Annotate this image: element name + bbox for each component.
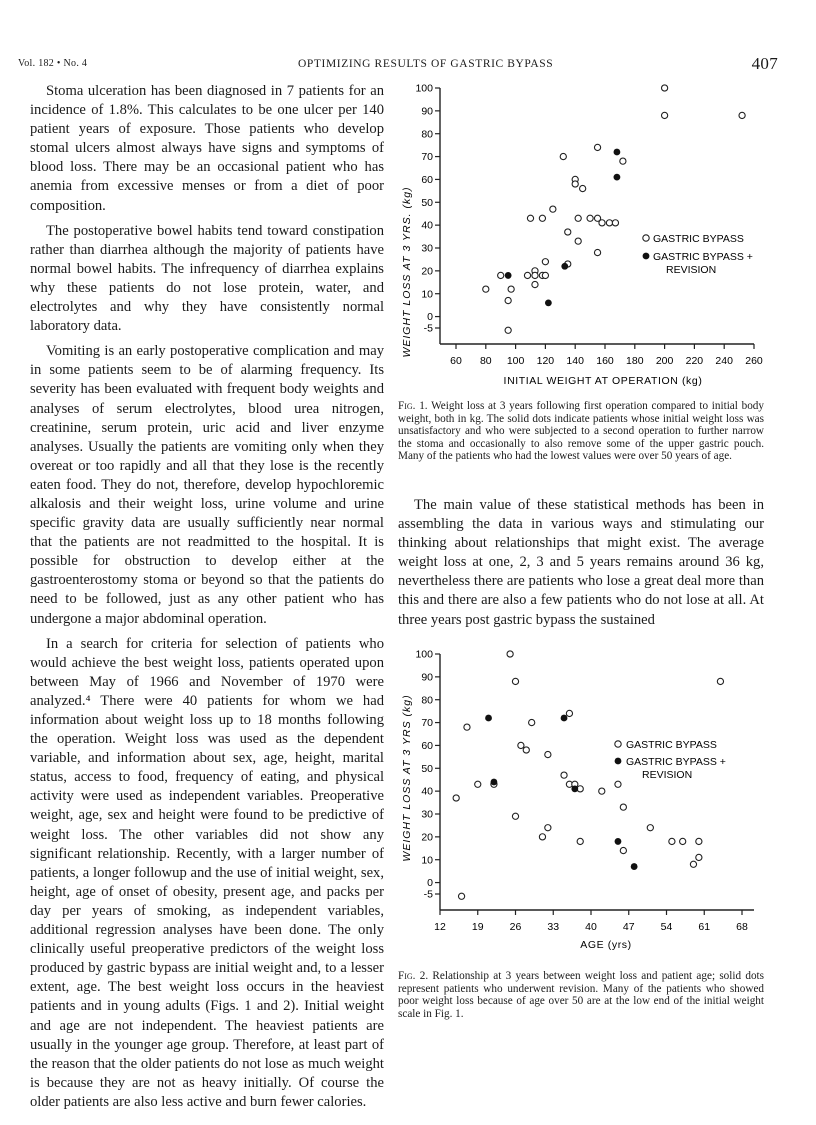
revision-data-point bbox=[561, 263, 568, 270]
y-tick-label: 70 bbox=[421, 151, 433, 164]
bypass-data-point bbox=[545, 751, 551, 757]
bypass-data-point bbox=[542, 272, 548, 278]
bypass-data-point bbox=[599, 788, 605, 794]
legend-open-marker bbox=[643, 235, 649, 241]
revision-data-point bbox=[614, 149, 621, 156]
y-tick-label: 0 bbox=[427, 311, 433, 324]
y-tick-label: 60 bbox=[421, 174, 433, 187]
x-tick-label: 200 bbox=[655, 355, 674, 367]
revision-data-point bbox=[505, 272, 512, 279]
bypass-data-point bbox=[662, 85, 668, 91]
bypass-data-point bbox=[475, 781, 481, 787]
x-tick-label: 120 bbox=[536, 355, 555, 367]
bypass-data-point bbox=[512, 678, 518, 684]
bypass-data-point bbox=[690, 861, 696, 867]
y-tick-label: 90 bbox=[421, 105, 433, 118]
page-number: 407 bbox=[751, 54, 778, 73]
y-tick-label: 50 bbox=[421, 762, 433, 775]
revision-data-point bbox=[631, 863, 638, 870]
legend-label-revision-line1: GASTRIC BYPASS + bbox=[653, 251, 753, 263]
y-tick-label: 100 bbox=[415, 82, 433, 95]
x-tick-label: 80 bbox=[479, 355, 492, 367]
bypass-data-point bbox=[458, 893, 464, 899]
legend-label-bypass: GASTRIC BYPASS bbox=[626, 739, 717, 751]
y-axis-label: WEIGHT LOSS AT 3 YRS (kg) bbox=[401, 694, 413, 862]
bypass-data-point bbox=[512, 813, 518, 819]
revision-data-point bbox=[614, 174, 621, 181]
bypass-data-point bbox=[615, 781, 621, 787]
x-axis-label: AGE (yrs) bbox=[580, 939, 632, 951]
legend-label-revision-line2: REVISION bbox=[642, 769, 693, 781]
figure-1-caption bbox=[398, 400, 764, 463]
x-tick-label: 47 bbox=[622, 921, 635, 933]
bypass-data-point bbox=[612, 220, 618, 226]
bypass-data-point bbox=[532, 272, 538, 278]
y-tick-label: 30 bbox=[421, 242, 433, 255]
y-axis-label: WEIGHT LOSS AT 3 YRS. (kg) bbox=[401, 186, 413, 358]
bypass-data-point bbox=[527, 215, 533, 221]
x-tick-label: 19 bbox=[471, 921, 484, 933]
x-tick-label: 68 bbox=[736, 921, 748, 933]
figure-1 bbox=[398, 82, 768, 392]
paragraph-stoma-ulceration: Stoma ulceration has been diagnosed in 7 patients for an incidence of 1.8%. This calculates to be one ulcer per 140 patient years of exposure. Those patients who develop stomal ulcers almost always have signs and symptoms of blood loss. There may be an occasional patient who has anemia from excessive menses or from a diet of poor composition. bbox=[30, 83, 384, 214]
legend-label-revision-line1: GASTRIC BYPASS + bbox=[626, 756, 726, 768]
x-tick-label: 160 bbox=[596, 355, 614, 367]
y-tick-label: 100 bbox=[415, 648, 433, 661]
paragraph-selection-criteria: In a search for criteria for selection of patients who would achieve the best weight loss, patients operated upon between May of 1966 and November of 1970 were analyzed.⁴ There were 40 patients for whom we had information about weight loss up to 18 months following the operation. Weight loss was used as the dependent variable, and information about sex, age, height, marital status, access to food, frequency of eating, and physical activity were used as independent variables. Preoperative weight, age, sex and height were found to be predictive of weight loss. The other variables did not show any significant relationship. Recently, with a larger number of patients, a longer followup and the use of initial weight, sex, height, age of onset of obesity, present age, and packs per day per years of smoking, as independent variables, additional regression analyses have been done. The only clinically useful preoperative predictors of the weight loss produced by gastric bypass are initial weight and, to a lesser extent, age. The best weight loss occurs in the heaviest patients and in young adults (Figs. 1 and 2). Initial weight and age are not independent. The heaviest patients are usually in the younger age group. Therefore, at least part of the reason that the older patients do not lose as much weight is because they are not as heavy initially. Of course the older patients are also less active and burn fewer calories. bbox=[30, 635, 384, 1110]
bypass-data-point bbox=[606, 220, 612, 226]
y-tick-label: 80 bbox=[421, 128, 433, 141]
x-tick-label: 220 bbox=[685, 355, 704, 367]
y-tick-label: 20 bbox=[421, 265, 433, 278]
revision-data-point bbox=[615, 838, 622, 845]
bypass-data-point bbox=[620, 804, 626, 810]
bypass-data-point bbox=[594, 249, 600, 255]
bypass-data-point bbox=[542, 259, 548, 265]
bypass-data-point bbox=[464, 724, 470, 730]
bypass-data-point bbox=[507, 651, 513, 657]
bypass-data-point bbox=[599, 220, 605, 226]
y-tick-label: 30 bbox=[421, 808, 433, 821]
bypass-data-point bbox=[575, 215, 581, 221]
x-tick-label: 33 bbox=[547, 921, 560, 933]
bypass-data-point bbox=[539, 834, 545, 840]
bypass-data-point bbox=[696, 854, 702, 860]
bypass-data-point bbox=[566, 710, 572, 716]
y-tick-label: -5 bbox=[423, 322, 433, 335]
bypass-data-point bbox=[498, 272, 504, 278]
figure-2-label: Fig. 2. bbox=[398, 970, 429, 982]
bypass-data-point bbox=[561, 772, 567, 778]
revision-data-point bbox=[545, 299, 552, 306]
running-title: OPTIMIZING RESULTS OF GASTRIC BYPASS bbox=[298, 58, 554, 70]
legend bbox=[615, 739, 726, 781]
paragraph-statistical-methods: The main value of these statistical methods has been in assembling the data in various ways and stimulating our thinking about relationships that might exist. The average weight loss at one, 2, 3 and 5 years remains around 36 kg, nevertheless there are patients who lose a great deal more than this and there are also a few patients who do not lose at all. At three years post gastric bypass the sustained bbox=[398, 497, 764, 628]
legend-filled-marker bbox=[643, 253, 650, 260]
bypass-data-point bbox=[518, 742, 524, 748]
bypass-data-point bbox=[669, 838, 675, 844]
legend-label-bypass: GASTRIC BYPASS bbox=[653, 233, 744, 245]
bypass-data-point bbox=[532, 281, 538, 287]
y-tick-label: 50 bbox=[421, 196, 433, 209]
revision-data-point bbox=[485, 715, 492, 722]
bypass-data-point bbox=[545, 825, 551, 831]
legend bbox=[643, 233, 753, 276]
x-tick-label: 180 bbox=[626, 355, 644, 367]
x-axis-label: INITIAL WEIGHT AT OPERATION (kg) bbox=[503, 375, 703, 387]
bypass-data-point bbox=[647, 825, 653, 831]
bypass-data-point bbox=[508, 286, 514, 292]
y-tick-label: 70 bbox=[421, 717, 433, 730]
x-tick-label: 100 bbox=[506, 355, 525, 367]
bypass-data-point bbox=[594, 144, 600, 150]
revision-data-point bbox=[491, 779, 498, 786]
x-tick-label: 40 bbox=[585, 921, 597, 933]
right-column-text bbox=[398, 496, 764, 630]
x-tick-label: 240 bbox=[715, 355, 733, 367]
y-tick-label: 90 bbox=[421, 671, 433, 684]
legend-filled-marker bbox=[615, 758, 622, 765]
figure-1-label: Fig. 1. bbox=[398, 400, 428, 412]
bypass-data-point bbox=[696, 838, 702, 844]
bypass-data-point bbox=[680, 838, 686, 844]
bypass-data-point bbox=[662, 112, 668, 118]
bypass-data-point bbox=[505, 297, 511, 303]
y-tick-label: 60 bbox=[421, 740, 433, 753]
y-tick-label: 20 bbox=[421, 831, 433, 844]
bypass-data-point bbox=[523, 747, 529, 753]
x-tick-label: 26 bbox=[509, 921, 522, 933]
paragraph-bowel-habits: The postoperative bowel habits tend toward constipation rather than diarrhea although the majority of patients have normal bowel habits. The infrequency of diarrhea explains why these patients do not lose protein, water, and electrolytes and why they have consistently normal laboratory data. bbox=[30, 222, 384, 335]
bypass-data-point bbox=[587, 215, 593, 221]
legend-open-marker bbox=[615, 741, 621, 747]
y-tick-label: 10 bbox=[421, 288, 433, 301]
figure-2-caption bbox=[398, 970, 764, 1020]
bypass-data-point bbox=[620, 158, 626, 164]
x-tick-label: 140 bbox=[566, 355, 584, 367]
paragraph-vomiting: Vomiting is an early postoperative complication and may in some patients seem to be of alarming frequency. Its severity has been evaluated with frequent body weights and analyses of serum electrolytes, blood urea nitrogen, creatinine, serum protein, uric acid and liver enzyme analyses. Usually the patients are vomiting only when they overeat or too rapidly and all that they lose is the recently eaten food. They do not, therefore, develop hypochloremic alkalosis and their weight loss, urine volume and urine specific gravity data are usually sufficiently near normal that the patients are not readmitted to the hospital. It is possible for obstruction to develop either at the gastroenterostomy stoma or beyond so that the patients do need to be followed, just as any other patient who has undergone a major abdominal operation. bbox=[30, 343, 384, 627]
figure-2-chart bbox=[398, 648, 768, 963]
bypass-data-point bbox=[580, 185, 586, 191]
bypass-data-point bbox=[529, 719, 535, 725]
x-tick-label: 61 bbox=[698, 921, 711, 933]
x-tick-label: 12 bbox=[434, 921, 446, 933]
y-tick-label: 10 bbox=[421, 854, 433, 867]
bypass-data-point bbox=[565, 229, 571, 235]
volume-number: Vol. 182 • No. 4 bbox=[18, 58, 88, 69]
bypass-data-point bbox=[483, 286, 489, 292]
bypass-data-point bbox=[717, 678, 723, 684]
revision-data-point bbox=[571, 785, 578, 792]
bypass-data-point bbox=[505, 327, 511, 333]
figure-1-caption-text: Weight loss at 3 years following first operation compared to initial body weight, both in kg. The solid dots indicate patients whose initial weight loss was unsatisfactory and who were subjected to a second operation to further narrow the stoma and occasionally to also remove some of the upper gastric pouch. Many of the patients who had the lowest values were over 50 years of age. bbox=[398, 400, 764, 463]
legend-label-revision-line2: REVISION bbox=[666, 264, 717, 276]
bypass-data-point bbox=[577, 838, 583, 844]
revision-data-point bbox=[561, 715, 568, 722]
y-tick-label: 40 bbox=[421, 219, 433, 232]
x-tick-label: 60 bbox=[450, 355, 462, 367]
bypass-data-point bbox=[575, 238, 581, 244]
running-header bbox=[18, 56, 778, 76]
bypass-data-point bbox=[539, 215, 545, 221]
bypass-data-point bbox=[453, 795, 459, 801]
left-column bbox=[30, 82, 384, 1118]
bypass-data-point bbox=[739, 112, 745, 118]
bypass-data-point bbox=[620, 847, 626, 853]
y-tick-label: 0 bbox=[427, 877, 433, 890]
bypass-data-point bbox=[560, 153, 566, 159]
figure-2 bbox=[398, 648, 768, 963]
y-tick-label: 40 bbox=[421, 785, 433, 798]
x-tick-label: 54 bbox=[660, 921, 673, 933]
y-tick-label: 80 bbox=[421, 694, 433, 707]
figure-2-caption-text: Relationship at 3 years between weight loss and patient age; solid dots represent patients who underwent revision. Many of the patients who showed poor weight loss because of age over 50 are at the low end of the initial weight scale in Fig. 1. bbox=[398, 970, 765, 1020]
bypass-data-point bbox=[550, 206, 556, 212]
figure-1-chart bbox=[398, 82, 768, 392]
x-tick-label: 260 bbox=[745, 355, 763, 367]
bypass-data-point bbox=[524, 272, 530, 278]
bypass-data-point bbox=[572, 181, 578, 187]
y-tick-label: -5 bbox=[423, 888, 433, 901]
